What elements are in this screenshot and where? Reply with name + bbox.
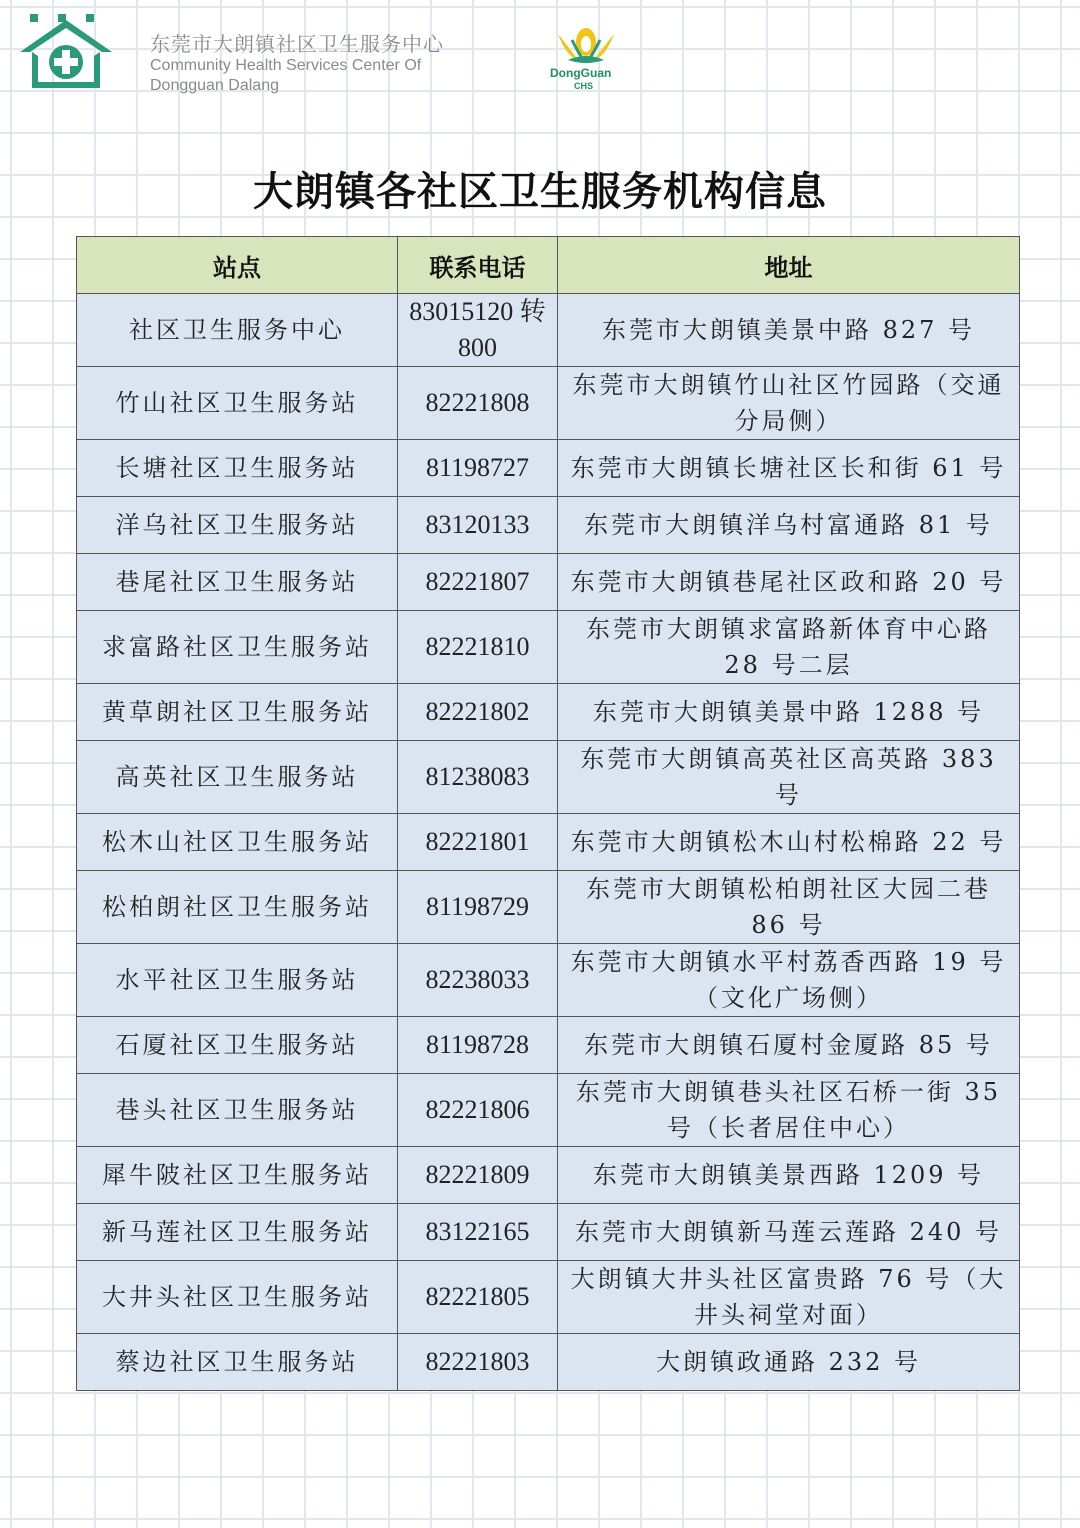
- logo-subtext: CHS: [574, 81, 594, 91]
- site-cell: 高英社区卫生服务站: [77, 741, 398, 814]
- site-cell: 竹山社区卫生服务站: [77, 367, 398, 440]
- address-cell: 大朗镇大井头社区富贵路 76 号（大井头祠堂对面）: [558, 1261, 1020, 1334]
- address-cell: 东莞市大朗镇新马莲云莲路 240 号: [558, 1204, 1020, 1261]
- phone-cell: 82221802: [398, 684, 558, 741]
- site-cell: 松木山社区卫生服务站: [77, 814, 398, 871]
- org-name-chinese: 东莞市大朗镇社区卫生服务中心: [150, 32, 444, 56]
- site-cell: 水平社区卫生服务站: [77, 944, 398, 1017]
- address-cell: 东莞市大朗镇巷头社区石桥一街 35 号（长者居住中心）: [558, 1074, 1020, 1147]
- phone-cell: 81238083: [398, 741, 558, 814]
- table-row: [77, 440, 1020, 497]
- site-cell: 石厦社区卫生服务站: [77, 1017, 398, 1074]
- site-cell: 新马莲社区卫生服务站: [77, 1204, 398, 1261]
- table-row: [77, 1334, 1020, 1391]
- page-header: [0, 0, 1080, 110]
- column-header-phone: 联系电话: [398, 237, 558, 294]
- table-row: [77, 1147, 1020, 1204]
- site-cell: 长塘社区卫生服务站: [77, 440, 398, 497]
- column-header-address: 地址: [558, 237, 1020, 294]
- address-cell: 东莞市大朗镇美景中路 1288 号: [558, 684, 1020, 741]
- table-row: [77, 741, 1020, 814]
- table-row: [77, 497, 1020, 554]
- address-cell: 东莞市大朗镇美景西路 1209 号: [558, 1147, 1020, 1204]
- phone-cell: 83015120 转 800: [398, 294, 558, 367]
- table-row: [77, 554, 1020, 611]
- address-cell: 东莞市大朗镇竹山社区竹园路（交通分局侧）: [558, 367, 1020, 440]
- address-cell: 东莞市大朗镇洋乌村富通路 81 号: [558, 497, 1020, 554]
- org-name-english-line2: Dongguan Dalang: [150, 77, 279, 94]
- phone-cell: 82221803: [398, 1334, 558, 1391]
- phone-cell: 83120133: [398, 497, 558, 554]
- phone-cell: 83122165: [398, 1204, 558, 1261]
- site-cell: 洋乌社区卫生服务站: [77, 497, 398, 554]
- address-cell: 东莞市大朗镇石厦村金厦路 85 号: [558, 1017, 1020, 1074]
- table-row: [77, 367, 1020, 440]
- phone-cell: 81198727: [398, 440, 558, 497]
- site-cell: 巷尾社区卫生服务站: [77, 554, 398, 611]
- site-cell: 松柏朗社区卫生服务站: [77, 871, 398, 944]
- site-cell: 大井头社区卫生服务站: [77, 1261, 398, 1334]
- phone-cell: 82221810: [398, 611, 558, 684]
- site-cell: 巷头社区卫生服务站: [77, 1074, 398, 1147]
- table-row: [77, 684, 1020, 741]
- address-cell: 东莞市大朗镇巷尾社区政和路 20 号: [558, 554, 1020, 611]
- column-header-site: 站点: [77, 237, 398, 294]
- table-row: [77, 814, 1020, 871]
- health-station-table: [76, 236, 1020, 1391]
- site-cell: 黄草朗社区卫生服务站: [77, 684, 398, 741]
- crown-icon: [548, 26, 624, 66]
- address-cell: 东莞市大朗镇松木山村松棉路 22 号: [558, 814, 1020, 871]
- address-cell: 东莞市大朗镇求富路新体育中心路 28 号二层: [558, 611, 1020, 684]
- phone-cell: 82221808: [398, 367, 558, 440]
- phone-cell: 82221801: [398, 814, 558, 871]
- phone-cell: 82221805: [398, 1261, 558, 1334]
- site-cell: 求富路社区卫生服务站: [77, 611, 398, 684]
- phone-cell: 81198729: [398, 871, 558, 944]
- phone-cell: 82221809: [398, 1147, 558, 1204]
- table-row: [77, 871, 1020, 944]
- community-health-logo-icon: [18, 12, 114, 92]
- table-row: [77, 611, 1020, 684]
- phone-cell: 82221807: [398, 554, 558, 611]
- address-cell: 东莞市大朗镇高英社区高英路 383 号: [558, 741, 1020, 814]
- table-row: [77, 294, 1020, 367]
- logo-text: DongGuan: [550, 66, 612, 80]
- phone-cell: 82238033: [398, 944, 558, 1017]
- address-cell: 东莞市大朗镇水平村荔香西路 19 号（文化广场侧）: [558, 944, 1020, 1017]
- table-row: [77, 944, 1020, 1017]
- table-header-row: [77, 237, 1020, 294]
- table-row: [77, 1204, 1020, 1261]
- address-cell: 东莞市大朗镇长塘社区长和街 61 号: [558, 440, 1020, 497]
- page-title: 大朗镇各社区卫生服务机构信息: [253, 168, 827, 215]
- address-cell: 大朗镇政通路 232 号: [558, 1334, 1020, 1391]
- table-row: [77, 1261, 1020, 1334]
- address-cell: 东莞市大朗镇美景中路 827 号: [558, 294, 1020, 367]
- site-cell: 蔡边社区卫生服务站: [77, 1334, 398, 1391]
- phone-cell: 81198728: [398, 1017, 558, 1074]
- site-cell: 犀牛陂社区卫生服务站: [77, 1147, 398, 1204]
- org-name-english-line1: Community Health Services Center Of: [150, 57, 422, 74]
- phone-cell: 82221806: [398, 1074, 558, 1147]
- dongguan-chs-logo: [548, 26, 624, 96]
- site-cell: 社区卫生服务中心: [77, 294, 398, 367]
- table-row: [77, 1074, 1020, 1147]
- address-cell: 东莞市大朗镇松柏朗社区大园二巷 86 号: [558, 871, 1020, 944]
- table-row: [77, 1017, 1020, 1074]
